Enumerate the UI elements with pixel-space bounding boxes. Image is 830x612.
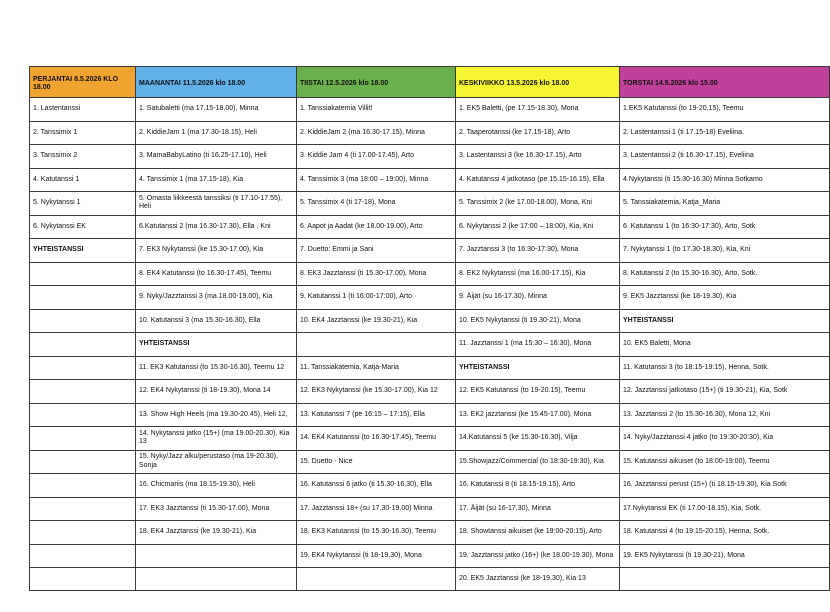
schedule-cell: 14. Nyky/Jazztanssi 4 jatko (to 19:30-20:30), Kia	[620, 427, 830, 451]
schedule-cell: 1. Lastentanssi	[30, 98, 136, 122]
schedule-cell: 12. EK4 Nykytanssi (ti 18-19.30), Mona 14	[136, 380, 297, 404]
schedule-cell: 10. EK5 Nykytanssi (ti 19.30-21), Mona	[456, 309, 620, 333]
column-header-wednesday: KESKIVIIKKO 13.5.2026 klo 18.00	[456, 67, 620, 98]
schedule-cell: 4. Katutanssi 4 jatkotaso (pe 15.15-16.15), Ella	[456, 168, 620, 192]
schedule-cell: 2. KiddieJam 2 (ma 16.30-17.15), Minna	[297, 121, 456, 145]
schedule-cell: 15. Nyky/Jazz alku/perustaso (ma 19-20.30), Sonja	[136, 450, 297, 474]
schedule-cell: 20. EK5 Jazztanssi (ke 18-19.30), Kia 13	[456, 568, 620, 591]
schedule-cell: 15.Showjazz/Commercial (to 18:30-19:30), Kia	[456, 450, 620, 474]
schedule-cell: 5. Nykytanssi 1	[30, 192, 136, 216]
schedule-cell: 3. Lastentanssi 3 (ke 16.30-17.15), Arto	[456, 145, 620, 169]
table-row	[30, 427, 830, 451]
schedule-cell: 17. Äijät (su 16-17.30), Minna	[456, 497, 620, 521]
schedule-cell: 17. EK3 Jazztanssi (ti 15.30-17.00), Mona	[136, 497, 297, 521]
schedule-cell: 16. Katutanssi 8 (ti 18.15-19.15), Arto	[456, 474, 620, 498]
schedule-cell: 12. EK5 Katutanssi (to 19-20.15), Teemu	[456, 380, 620, 404]
schedule-cell	[620, 568, 830, 591]
schedule-cell: 10. Katutanssi 3 (ma 15.30-16.30), Ella	[136, 309, 297, 333]
schedule-cell: 6. Nykytanssi 2 (ke 17:00 – 18:00), Kia, Kni	[456, 215, 620, 239]
schedule-cell: 10. EK5 Baletti, Mona	[620, 333, 830, 357]
schedule-cell: 9. Katutanssi 1 (ti 16:00-17:00), Arto	[297, 286, 456, 310]
header-row	[30, 67, 830, 98]
schedule-cell: 14. EK4 Katutanssi (to 16.30-17.45), Teemu	[297, 427, 456, 451]
schedule-cell	[30, 427, 136, 451]
table-row	[30, 544, 830, 568]
table-row	[30, 168, 830, 192]
table-row	[30, 192, 830, 216]
schedule-cell: 2. Tanssimix 1	[30, 121, 136, 145]
schedule-cell: 4. Tanssimix 1 (ma 17.15-18), Kia	[136, 168, 297, 192]
schedule-cell: 5. Tanssimix 4 (ti 17-18), Mona	[297, 192, 456, 216]
schedule-cell: 9. Äijät (su 16-17.30), Minna	[456, 286, 620, 310]
schedule-cell	[30, 333, 136, 357]
schedule-cell: 6. Nykytanssi EK	[30, 215, 136, 239]
schedule-cell: 10. EK4 Jazztanssi (ke 19.30-21), Kia	[297, 309, 456, 333]
schedule-cell: 13. Show High Heels (ma 19.30-20.45), Heli 12,	[136, 403, 297, 427]
schedule-cell: 2. Lastentanssi 1 (ti 17.15-18) Eveliina.	[620, 121, 830, 145]
schedule-cell: 11. Katutanssi 3 (to 18:15-19:15), Henna, Sotk.	[620, 356, 830, 380]
table-row	[30, 121, 830, 145]
schedule-table	[29, 66, 830, 591]
schedule-cell: 13. EK2 jazztanssi (ke 15.45-17.00), Mona	[456, 403, 620, 427]
schedule-cell	[30, 521, 136, 545]
schedule-cell: 17.Nykytanssi EK (ti 17.00-18.15), Kia, Sotk.	[620, 497, 830, 521]
table-row	[30, 403, 830, 427]
schedule-cell: 13. Jazztanssi 2 (to 15.30-16.30), Mona 12, Kni	[620, 403, 830, 427]
schedule-cell	[136, 544, 297, 568]
schedule-cell: 18. Showtanssi aikuiset (ke 19:00-20:15), Arto	[456, 521, 620, 545]
schedule-cell: 15. Katutanssi aikuiset (to 18:00-19:00), Teemu	[620, 450, 830, 474]
schedule-cell: 16. Chicmariis (ma 18.15-19.30), Heli	[136, 474, 297, 498]
schedule-cell: 16. Katutanssi 6 jatko (ti 15.30-16.30), Ella	[297, 474, 456, 498]
schedule-cell: 3. MamaBabyLatino (ti 16.25-17.10), Heli	[136, 145, 297, 169]
schedule-cell: 9. Nyky/Jazztanssi 3 (ma 18.00-19.00), Kia	[136, 286, 297, 310]
column-header-monday: MAANANTAI 11.5.2026 klo 18.00	[136, 67, 297, 98]
schedule-cell: 9. EK5 Jazztanssi (ke 18-19.30), Kia	[620, 286, 830, 310]
schedule-cell	[30, 403, 136, 427]
table-row	[30, 356, 830, 380]
schedule-sheet	[29, 66, 792, 582]
schedule-cell: 14. Nykytanssi jatko (15+) (ma 19.00-20.30), Kia 13	[136, 427, 297, 451]
schedule-cell	[30, 380, 136, 404]
schedule-cell	[30, 568, 136, 591]
schedule-cell: 1. Tanssiakatemia Villit!	[297, 98, 456, 122]
schedule-cell: 12. EK3 Nykytanssi (ke 15.30-17.00), Kia 12	[297, 380, 456, 404]
schedule-cell: 3. Tanssimix 2	[30, 145, 136, 169]
table-row	[30, 309, 830, 333]
schedule-cell: 3. Lastentanssi 2 (ti 16.30-17.15), Eveliina	[620, 145, 830, 169]
schedule-cell: 2. Taaperotanssi (ke 17.15-18), Arto	[456, 121, 620, 145]
schedule-cell: 19. Jazztanssi jatko (16+) (ke 18.00-19.30), Mona	[456, 544, 620, 568]
schedule-cell: 4.Nykytanssi (ti 15.30-16.30) Minna Sotkamo	[620, 168, 830, 192]
schedule-cell	[30, 286, 136, 310]
schedule-cell	[30, 544, 136, 568]
schedule-cell: 17. Jazztanssi 18+ (su 17.30-19.00) Minna	[297, 497, 456, 521]
schedule-cell	[297, 333, 456, 357]
schedule-cell: 5. Omasta liikkeestä tanssiksi (ti 17.10-17.55), Heli	[136, 192, 297, 216]
schedule-cell: 7. Duetto: Emmi ja Sani	[297, 239, 456, 263]
table-row	[30, 380, 830, 404]
schedule-cell	[30, 474, 136, 498]
table-row	[30, 239, 830, 263]
schedule-cell: 8. EK4 Katutanssi (to 16.30-17.45), Teemu	[136, 262, 297, 286]
schedule-cell: 19. EK5 Nykytanssi (ti 19.30-21), Mona	[620, 544, 830, 568]
table-row	[30, 215, 830, 239]
schedule-cell: 18. EK3 Katutanssi (to 15.30-16.30), Teemu	[297, 521, 456, 545]
table-row	[30, 286, 830, 310]
table-row	[30, 497, 830, 521]
schedule-cell: 18. Katutanssi 4 (to 19:15-20:15), Henna, Sotk.	[620, 521, 830, 545]
schedule-cell: 14.Katutanssi 5 (ke 15.30-16.30), Vilja	[456, 427, 620, 451]
schedule-cell: 1. EK5 Baletti, (pe 17.15-18.30), Mona	[456, 98, 620, 122]
schedule-cell: 11. Jazztanssi 1 (ma 15:30 – 16:30), Mona	[456, 333, 620, 357]
schedule-cell: 2. KiddieJam 1 (ma 17.30-18.15), Heli	[136, 121, 297, 145]
schedule-cell	[30, 450, 136, 474]
schedule-cell: 4. Tanssimix 3 (ma 18:00 – 19:00), Minna	[297, 168, 456, 192]
schedule-cell	[30, 497, 136, 521]
table-row	[30, 568, 830, 591]
schedule-cell: 5. Tanssimix 2 (ke 17.00-18.00), Mona, Kni	[456, 192, 620, 216]
schedule-cell: 8. EK2 Nykytanssi (ma 16.00-17.15), Kia	[456, 262, 620, 286]
column-header-thursday: TORSTAI 14.5.2026 klo 15.00	[620, 67, 830, 98]
schedule-cell: 1.EK5 Katutanssi (to 19-20.15), Teemu	[620, 98, 830, 122]
schedule-cell: 18. EK4 Jazztanssi (ke 19.30-21), Kia	[136, 521, 297, 545]
schedule-cell: 12. Jazztanssi jatkotaso (15+) (ti 19.30-21), Kia, Sotk	[620, 380, 830, 404]
schedule-cell: 11. EK3 Katutanssi (to 15.30-16.30), Teemu 12	[136, 356, 297, 380]
schedule-cell	[30, 356, 136, 380]
schedule-cell: 5. Tanssiakatemia, Katja_Maria	[620, 192, 830, 216]
schedule-cell: 16. Jazztanssi perust (15+) (ti 18.15-19.30), Kia Sotk	[620, 474, 830, 498]
table-row	[30, 474, 830, 498]
schedule-cell: 13. Katutanssi 7 (pe 16:15 – 17:15), Ella	[297, 403, 456, 427]
schedule-cell: 3. Kiddie Jam 4 (ti 17.00-17.45), Arto	[297, 145, 456, 169]
schedule-cell: 11. Tanssiakatemia, Katja-Maria	[297, 356, 456, 380]
schedule-cell: 7. Jazztanssi 3 (to 16:30-17:30), Mona	[456, 239, 620, 263]
schedule-cell	[30, 262, 136, 286]
schedule-cell: 6.Katutanssi 2 (ma 16.30-17.30), Ella , Kni	[136, 215, 297, 239]
table-row	[30, 262, 830, 286]
schedule-cell: 19. EK4 Nykytanssi (ti 18-19.30), Mona	[297, 544, 456, 568]
schedule-cell	[297, 568, 456, 591]
schedule-cell: YHTEISTANSSI	[456, 356, 620, 380]
schedule-cell	[136, 568, 297, 591]
schedule-cell	[30, 309, 136, 333]
column-header-tuesday: TIISTAI 12.5.2026 klo 18.00	[297, 67, 456, 98]
schedule-cell: YHTEISTANSSI	[136, 333, 297, 357]
schedule-cell: YHTEISTANSSI	[620, 309, 830, 333]
table-row	[30, 333, 830, 357]
schedule-cell: 6. Aapot ja Aadat (ke 18.00-19.00), Arto	[297, 215, 456, 239]
schedule-cell: 8. EK3 Jazztanssi (ti 15.30-17.00), Mona	[297, 262, 456, 286]
schedule-cell: 7. Nykytanssi 1 (to 17.30-18.30), Kia, Kni	[620, 239, 830, 263]
schedule-cell: 4. Katutanssi 1	[30, 168, 136, 192]
schedule-cell: 15. Duetto - Nice	[297, 450, 456, 474]
schedule-cell: 6. Katutanssi 1 (to 16:30-17:30), Arto, Sotk	[620, 215, 830, 239]
table-row	[30, 98, 830, 122]
table-row	[30, 521, 830, 545]
table-row	[30, 450, 830, 474]
schedule-cell: YHTEISTANSSI	[30, 239, 136, 263]
schedule-cell: 7. EK3 Nykytanssi (ke 15.30-17.00), Kia	[136, 239, 297, 263]
schedule-cell: 1. Satubaletti (ma 17.15-18.00), Minna	[136, 98, 297, 122]
table-row	[30, 145, 830, 169]
schedule-cell: 8. Katutanssi 2 (to 15.30-16.30), Arto, Sotk.	[620, 262, 830, 286]
column-header-friday: PERJANTAI 8.5.2026 KLO 18.00	[30, 67, 136, 98]
